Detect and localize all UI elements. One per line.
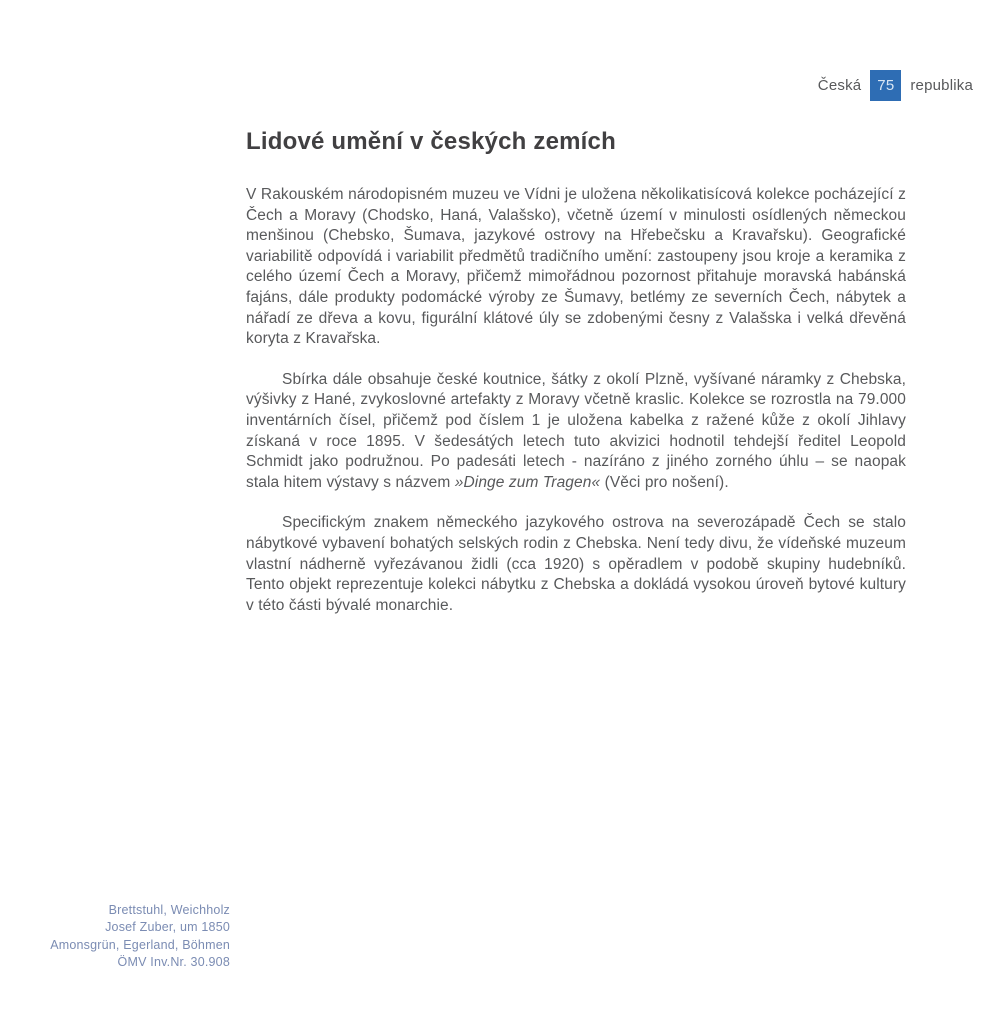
paragraph [246, 185, 906, 350]
page-header [818, 70, 973, 101]
paragraph [246, 370, 906, 494]
page-number-badge [870, 70, 901, 101]
paragraph [246, 513, 906, 616]
article-body [246, 185, 906, 616]
header-left-label: Česká [817, 77, 862, 94]
caption-line: ÖMV Inv.Nr. 30.908 [117, 955, 230, 970]
photo-caption [0, 902, 230, 972]
page-title: Lidové umění v českých zemích [246, 128, 616, 155]
text-segment: V Rakouském národopisném muzeu ve Vídni je uložena několikatisícová kolekce pocházející z Čech a Moravy (Chodsko, Haná, Valašsko), včetně území v minulosti osídlených německou menšinou (Chebsko, Šumava, jazykové ostrovy na Hřebečsku a Kravařsku). Geografické variabilitě odpovídá i variabilit předmětů tradičního umění: zastoupeny jsou kroje a keramika z celého území Čech a Moravy, přičemž mimořádnou pozornost přitahuje moravská habánská fajáns, dále produkty podomácké výroby ze Šumavy, betlémy ze severních Čech, nábytek a nářadí ze dřeva a kovu, figurální klátové úly se zdobenými česny z Valašska i velká dřevěná koryta z Kravařska. [246, 186, 906, 348]
text-segment: Sbírka dále obsahuje české koutnice, šátky z okolí Plzně, vyšívané náramky z Chebska, výšivky z Hané, zvykoslovné artefakty z Moravy včetně kraslic. Kolekce se rozrostla na 79.000 inventárních čísel, přičemž pod číslem 1 je uložena kabelka z ražené kůže z okolí Jihlavy získaná v roce 1895. V šedesátých letech tuto akvizici hodnotil tehdejší ředitel Leopold Schmidt jako podružnou. Po padesáti letech - nazíráno z jiného zorného úhlu – se naopak stala hitem výstavy s názvem [246, 370, 906, 491]
caption-line: Amonsgrün, Egerland, Böhmen [50, 937, 230, 952]
page-number: 75 [877, 77, 895, 94]
caption-line: Brettstuhl, Weichholz [108, 903, 230, 917]
text-segment: (Věci pro nošení). [600, 473, 729, 491]
header-right-label: republika [910, 77, 973, 94]
caption-line: Josef Zuber, um 1850 [105, 920, 230, 935]
article [246, 128, 906, 636]
italic-text: »Dinge zum Tragen« [454, 473, 601, 491]
text-segment: Specifickým znakem německého jazykového ostrova na severozápadě Čech se stalo nábytkové vybavení bohatých selských rodin z Chebska. Není tedy divu, že vídeňské muzeum vlastní nádherně vyřezávanou židli (cca 1920) s opěradlem v podobě skupiny hudebníků. Tento objekt reprezentuje kolekci nábytku z Chebska a dokládá vysokou úroveň bytové kultury v této části bývalé monarchie. [246, 514, 906, 614]
